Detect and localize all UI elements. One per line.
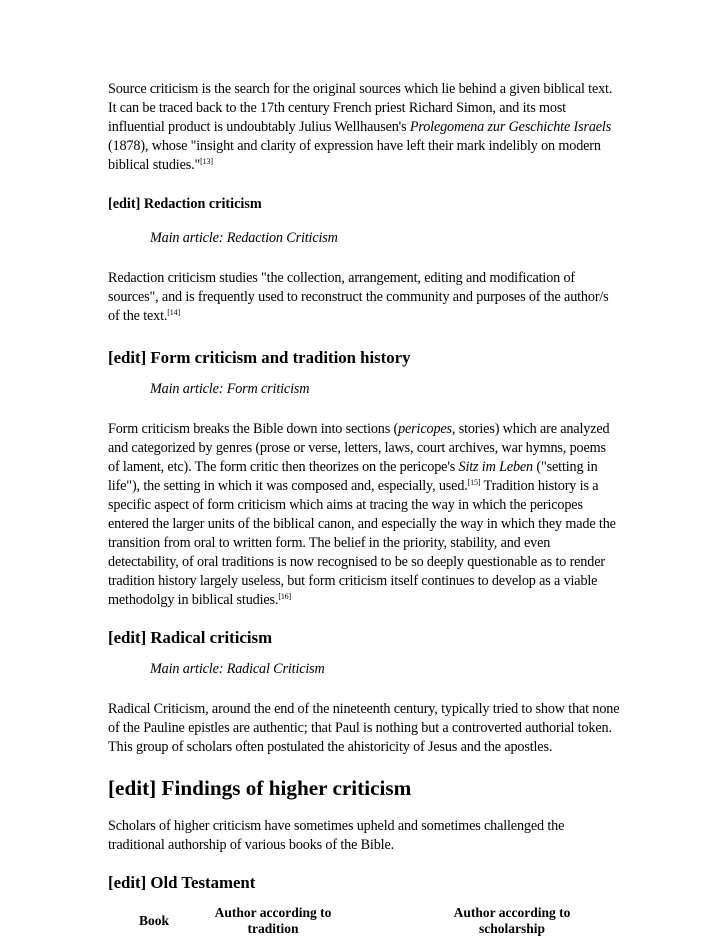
edit-link[interactable]: [edit]: [108, 348, 147, 367]
radical-criticism-paragraph: Radical Criticism, around the end of the nineteenth century, typically tried to show that none of the Pauline epistles are authentic; that Paul is nothing but a controverted authorial token. This group of scholars often postulated the ahistoricity of Jesus and the apostles.: [108, 701, 620, 755]
reference-link[interactable]: [13]: [200, 157, 213, 166]
book-title-italic: Prolegomena zur Geschichte Israels: [409, 119, 612, 135]
text-span: Tradition history is a specific aspect of form criticism which aims at tracing the way in which the pericopes entered the larger units of the biblical canon, and especially the way in which they made the transition from oral to written form. The belief in the priority, stability, and even detectability, of oral traditions is now recognised to be so deeply questionable as to render tradition history largely useless, but form criticism itself continues to develop as a viable methodolgy in biblical studies.: [108, 478, 616, 608]
main-article-link[interactable]: Main article: Form criticism: [150, 381, 310, 397]
redaction-paragraph: [108, 269, 620, 326]
heading-text: Old Testament: [150, 873, 256, 892]
edit-link[interactable]: [edit]: [108, 776, 157, 800]
edit-link[interactable]: [edit]: [108, 628, 147, 647]
text-span: Redaction criticism studies "the collection, arrangement, editing and modification of sources", and is frequently used to reconstruct the community and purposes of the author/s of the text.: [108, 270, 609, 324]
column-header-scholarship: Author according to scholarship: [453, 905, 571, 936]
column-spacer: [351, 905, 441, 937]
text-span: Source criticism is the search for the original sources which lie behind a given biblical text. It can be traced back to the 17th century French priest Richard Simon, and its most influential product is undoubtably Julius Wellhausen's: [108, 81, 613, 135]
text-span: Form criticism breaks the Bible down into sections (: [108, 421, 399, 437]
main-article-link[interactable]: Main article: Redaction Criticism: [150, 230, 338, 246]
reference-link[interactable]: [15]: [467, 478, 481, 487]
section-heading-old-testament: [108, 872, 620, 893]
italic-term: pericopes: [398, 421, 452, 437]
section-heading-redaction: [108, 195, 620, 214]
column-header-tradition: Author according to tradition: [214, 905, 332, 936]
section-heading-findings: [108, 775, 620, 801]
heading-text: Redaction criticism: [143, 196, 262, 212]
source-criticism-paragraph: [108, 80, 620, 175]
reference-link[interactable]: [16]: [278, 592, 292, 601]
heading-text: Form criticism and tradition history: [150, 348, 411, 367]
findings-paragraph: Scholars of higher criticism have sometimes upheld and sometimes challenged the traditional authorship of various books of the Bible.: [108, 818, 565, 853]
old-testament-table: [113, 905, 583, 937]
main-article-link[interactable]: Main article: Radical Criticism: [150, 661, 325, 677]
heading-text: Radical criticism: [150, 628, 273, 647]
italic-term: Sitz im Leben: [458, 459, 534, 475]
column-header-book: Book: [138, 913, 169, 928]
document-page: [108, 80, 620, 937]
section-heading-radical: [108, 627, 620, 648]
text-span: , stories) which are analyzed and categorized by genres (prose or verse, letters, laws, court archives, war hymns, poems of lament, etc). The form critic then theorizes on the pericope's: [108, 421, 610, 475]
text-span: (1878), whose "insight and clarity of expression have left their mark indelibly on modern biblical studies.": [108, 138, 601, 173]
section-heading-form: [108, 347, 620, 368]
text-span: ("setting in life"), the setting in which it was composed and, especially, used.: [108, 459, 598, 494]
reference-link[interactable]: [14]: [167, 308, 181, 317]
edit-link[interactable]: [edit]: [108, 873, 147, 892]
form-criticism-paragraph: [108, 420, 620, 610]
edit-link[interactable]: [edit]: [108, 196, 141, 212]
table-header-row: [113, 905, 583, 937]
heading-text: Findings of higher criticism: [161, 776, 412, 800]
